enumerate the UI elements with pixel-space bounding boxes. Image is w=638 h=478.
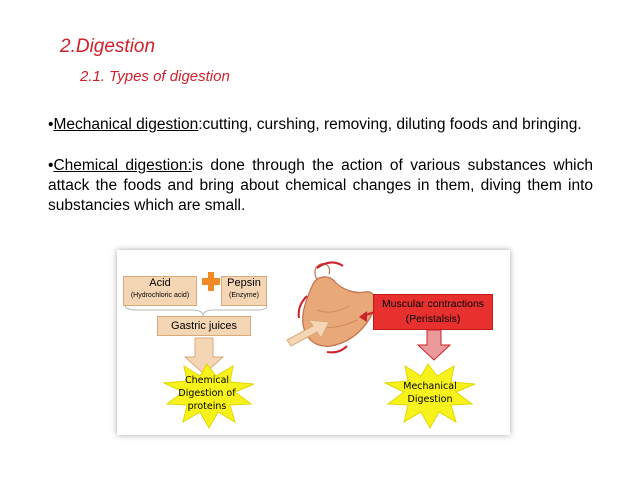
mechanical-digestion-text [391, 380, 469, 406]
muscular-line-2: (Peristalsis) [405, 313, 461, 325]
pepsin-label: Pepsin [227, 277, 261, 289]
chem-line-1: Chemical [184, 375, 230, 386]
acid-box [123, 276, 197, 306]
bullet: • [48, 157, 54, 174]
brace-lines [125, 305, 267, 316]
gastric-juices-box [157, 316, 251, 336]
pepsin-box [221, 276, 267, 306]
term-chemical-digestion: Chemical digestion: [53, 157, 192, 174]
chem-line-2: Digestion of [178, 388, 236, 399]
down-arrow-mechanical [418, 330, 450, 360]
definition-chemical: is done through the action of various substances which attack the foods and bring about chemical changes in them, diving them into substancies which are small. [48, 157, 593, 214]
chemical-digestion-text [169, 374, 245, 413]
gastric-juices-label: Gastric juices [170, 320, 238, 332]
plus-icon [202, 272, 220, 291]
muscular-contractions-box [373, 294, 493, 330]
pepsin-sub-label: (Enzyme) [229, 292, 259, 299]
section-title: 2.Digestion [60, 36, 156, 57]
paragraph-mechanical [48, 115, 593, 135]
chem-line-3: proteins [187, 401, 227, 412]
definition-mechanical: :cutting, curshing, removing, diluting foods and bringing. [198, 116, 582, 133]
digestion-diagram [117, 250, 510, 435]
acid-label: Acid [149, 277, 171, 289]
acid-sub-label: (Hydrochloric acid) [130, 292, 190, 299]
term-mechanical-digestion: Mechanical digestion [53, 116, 199, 133]
section-subtitle: 2.1. Types of digestion [80, 68, 230, 85]
muscular-line-1: Muscular contractions [381, 298, 485, 310]
paragraph-chemical [48, 156, 593, 216]
mech-line-2: Digestion [407, 394, 453, 405]
mech-line-1: Mechanical [403, 381, 457, 392]
bullet: • [48, 116, 54, 133]
